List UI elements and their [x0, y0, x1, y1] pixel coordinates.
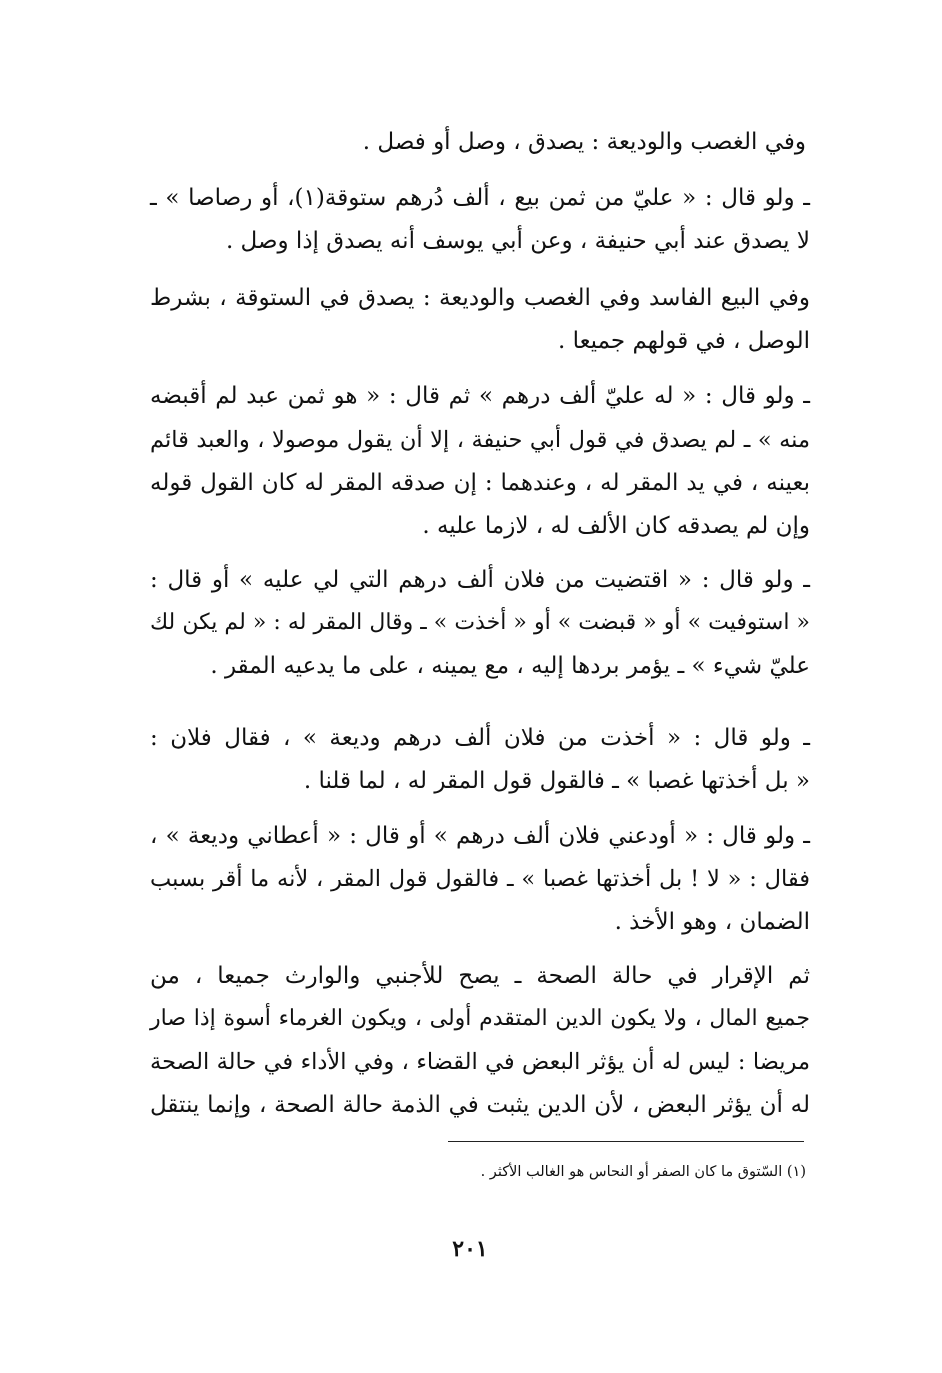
text-line: الوصل ، في قولهم جميعا .: [557, 328, 810, 354]
text-line: وفي الغصب والوديعة : يصدق ، وصل أو فصل .: [362, 129, 806, 155]
footnote-divider: [448, 1141, 804, 1142]
text-line: ـ ولو قال : « له عليّ ألف درهم » ثم قال : « هو ثمن عبد لم أقبضه: [150, 383, 810, 409]
text-line: منه » ـ لم يصدق في قول أبي حنيفة ، إلا أن يقول موصولا ، والعبد قائم: [150, 427, 810, 453]
text-line: وفي البيع الفاسد وفي الغصب والوديعة : يصدق في الستوقة ، بشرط: [150, 285, 810, 311]
text-line: جميع المال ، ولا يكون الدين المتقدم أولى ، ويكون الغرماء أسوة إذا صار: [150, 1006, 810, 1031]
text-line: عليّ شيء » ـ يؤمر بردها إليه ، مع يمينه ، على ما يدعيه المقر .: [210, 653, 810, 679]
text-line: له أن يؤثر البعض ، لأن الدين يثبت في الذمة حالة الصحة ، وإنما ينتقل: [150, 1092, 810, 1118]
text-line: « استوفيت » أو « قبضت » أو « أخذت » ـ وقال المقر له : « لم يكن لك: [150, 610, 810, 635]
text-line: مريضا : ليس له أن يؤثر البعض في القضاء ، وفي الأداء في حالة الصحة: [150, 1049, 810, 1075]
text-line: ـ ولو قال : « أودعني فلان ألف درهم » أو قال : « أعطاني وديعة » ،: [150, 823, 810, 849]
text-line: الضمان ، وهو الأخذ .: [614, 909, 810, 935]
text-line: ثم الإقرار في حالة الصحة ـ يصح للأجنبي والوارث جميعا ، من: [150, 963, 810, 989]
footnote: (١) السّتوق ما كان الصفر أو النحاس هو الغالب الأكثر .: [480, 1164, 806, 1180]
page-number: ٢٠١: [452, 1236, 488, 1262]
text-line: وإن لم يصدقه كان الألف له ، لازما عليه .: [422, 513, 810, 539]
text-line: ـ ولو قال : « عليّ من ثمن بيع ، ألف دُرهم ستوقة(١)، أو رصاصا » ـ: [150, 185, 810, 211]
text-line: فقال : « لا ! بل أخذتها غصبا » ـ فالقول قول المقر ، لأنه ما أقر بسبب: [150, 866, 810, 892]
text-line: بعينه ، في يد المقر له ، وعندهما : إن صدقه المقر له كان القول قوله: [150, 470, 810, 496]
text-line: ـ ولو قال : « أخذت من فلان ألف درهم وديعة » ، فقال فلان :: [150, 725, 810, 751]
text-line: لا يصدق عند أبي حنيفة ، وعن أبي يوسف أنه يصدق إذا وصل .: [225, 228, 810, 254]
text-line: ـ ولو قال : « اقتضيت من فلان ألف درهم التي لي عليه » أو قال :: [150, 567, 810, 593]
text-line: « بل أخذتها غصبا » ـ فالقول قول المقر له ، لما قلنا .: [303, 768, 810, 794]
